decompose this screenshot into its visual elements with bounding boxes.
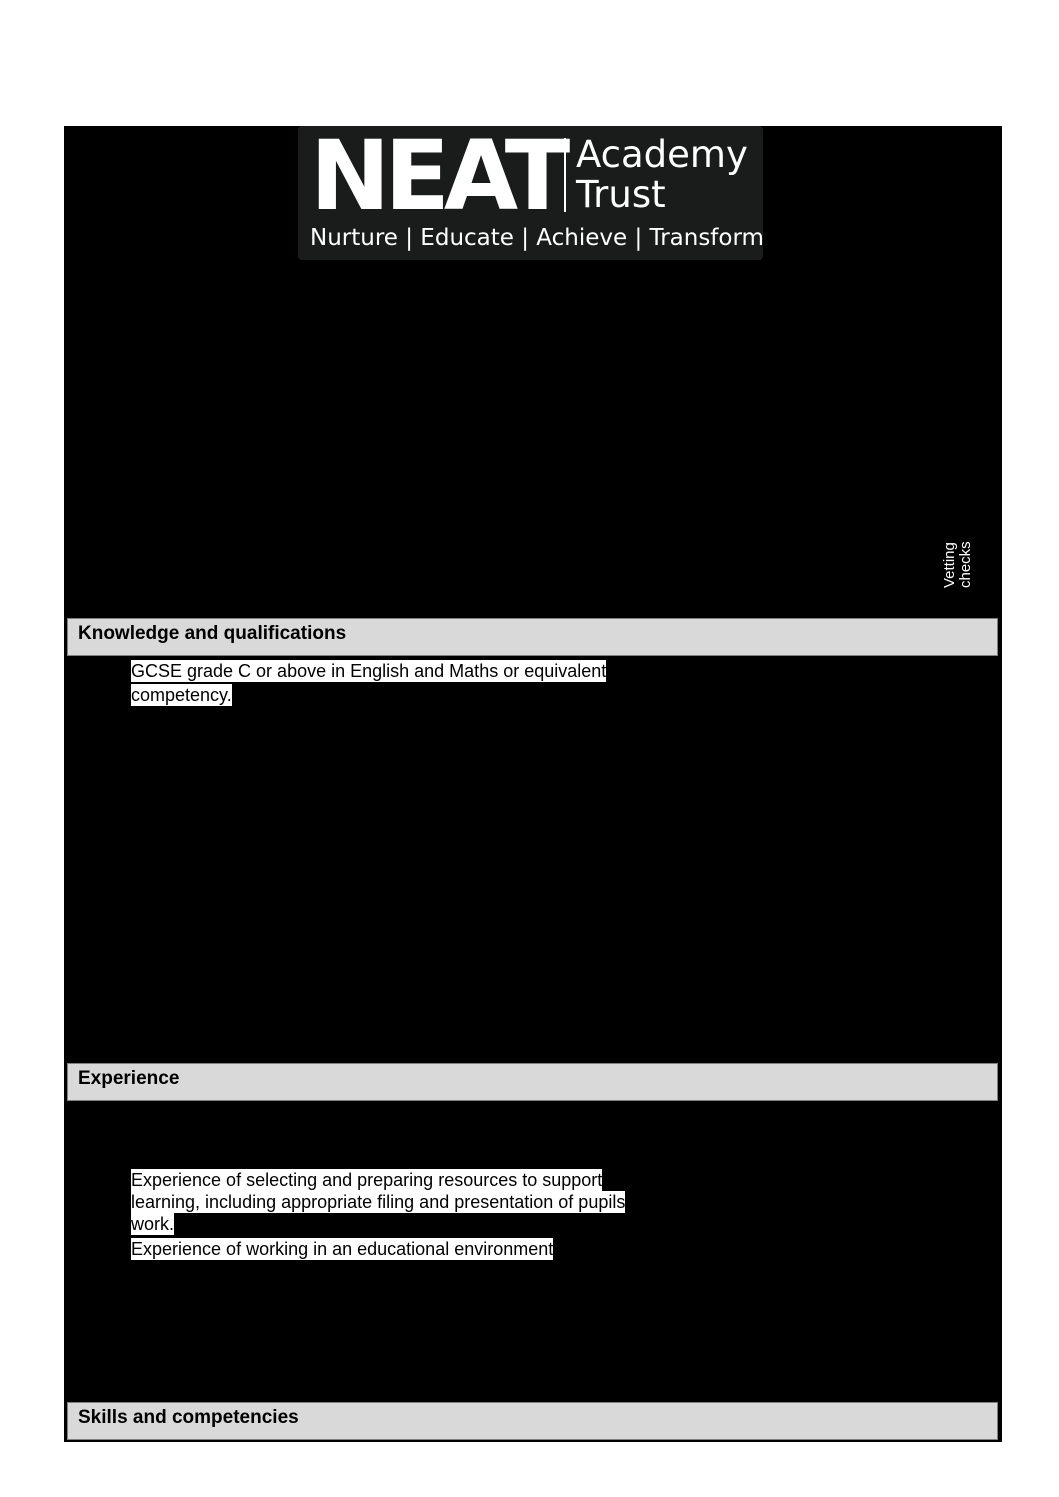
vetting-checks-label: Vetting checks — [941, 541, 974, 588]
experience-item-line: Experience of working in an educational environment — [131, 1239, 554, 1259]
logo-trust-text: Trust — [576, 173, 666, 216]
logo-divider — [564, 138, 566, 212]
experience-item-line: Experience of selecting and preparing resources to support — [131, 1170, 603, 1190]
logo-tagline: Nurture | Educate | Achieve | Transform — [310, 225, 764, 251]
experience-item-line: work. — [131, 1214, 175, 1234]
knowledge-item-line: GCSE grade C or above in English and Maths or equivalent — [131, 661, 607, 681]
knowledge-item-line: competency. — [131, 685, 232, 705]
section-header-experience: Experience — [67, 1063, 998, 1101]
logo-wordmark: NEAT — [310, 120, 565, 232]
experience-item-line: learning, including appropriate filing and presentation of pupils — [131, 1192, 626, 1212]
section-header-knowledge: Knowledge and qualifications — [67, 618, 998, 656]
section-header-skills: Skills and competencies — [67, 1402, 998, 1440]
logo-academy-text: Academy — [576, 133, 748, 176]
neat-academy-trust-logo — [298, 120, 764, 260]
